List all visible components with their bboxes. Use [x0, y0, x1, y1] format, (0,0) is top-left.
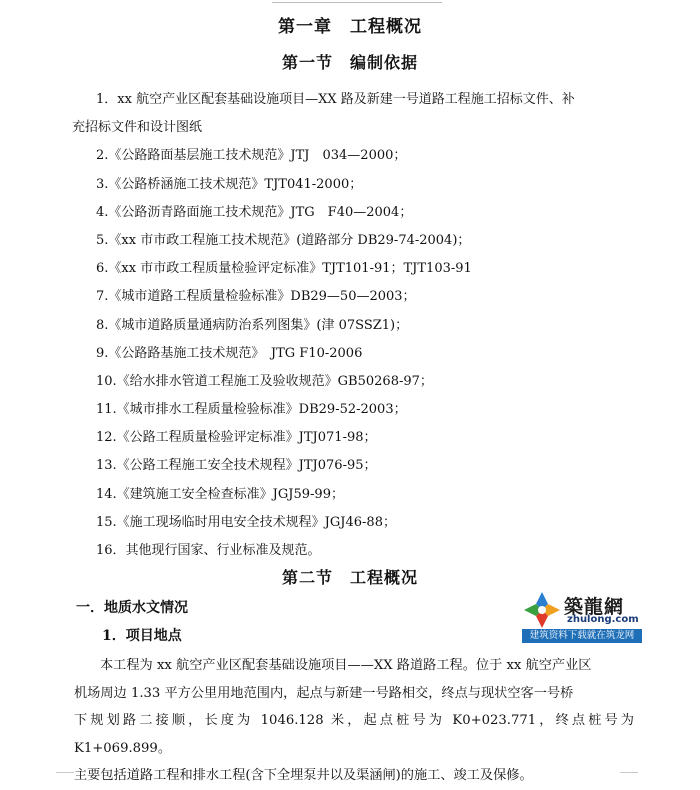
list-item-continuation: 充招标文件和设计图纸 [72, 120, 203, 136]
list-item: 5.《xx 市市政工程施工技术规范》(道路部分 DB29-74-2004)； [96, 232, 471, 248]
heading-geology-hydrology: 一．地质水文情况 [76, 600, 188, 616]
page-corner-mark [620, 772, 638, 783]
list-item: 10.《给水排水管道工程施工及验收规范》GB50268-97； [96, 373, 433, 389]
list-item: 12.《公路工程质量检验评定标准》JTJ071-98； [96, 430, 377, 446]
list-item: 3.《公路桥涵施工技术规范》TJT041-2000； [96, 176, 363, 192]
list-item: 1．xx 航空产业区配套基础设施项目—XX 路及新建一号道路工程施工招标文件、补 [96, 92, 575, 107]
paragraph-line: 本工程为 xx 航空产业区配套基础设施项目——XX 路道路工程。位于 xx 航空产业区 [100, 658, 592, 673]
paragraph-line: 主要包括道路工程和排水工程(含下全埋泵井以及渠涵闸)的施工、竣工及保修。 [74, 768, 533, 783]
list-item: 15.《施工现场临时用电安全技术规程》JGJ46-88； [96, 514, 396, 530]
heading-project-location: 1．项目地点 [102, 628, 182, 644]
logo-slogan: 建筑资料下载就在筑龙网 [522, 629, 642, 643]
list-item: 8.《城市道路质量通病防治系列图集》(津 07SSZ1)； [96, 317, 409, 333]
list-item: 6.《xx 市市政工程质量检验评定标准》TJT101-91；TJT103-91 [96, 261, 472, 277]
list-item: 4.《公路沥青路面施工技术规范》JTG F40—2004； [96, 204, 413, 220]
zhulong-watermark-logo [522, 588, 642, 646]
list-item: 11.《城市排水工程质量检验标准》DB29-52-2003； [96, 402, 407, 418]
list-item: 2.《公路路面基层施工技术规范》JTJ 034—2000； [96, 148, 407, 164]
zhulong-logo-icon [522, 590, 562, 630]
paragraph-line: 下规划路二接顺，长度为 1046.128 米，起点桩号为 K0+023.771，终点桩号为 K1+069.899。 [74, 713, 634, 756]
list-item: 16．其他现行国家、行业标准及规范。 [96, 543, 321, 558]
section-title-basis: 第一节 编制依据 [281, 53, 418, 72]
list-item: 9.《公路路基施工技术规范》 JTG F10-2006 [96, 345, 363, 361]
page-corner-mark [56, 772, 74, 783]
logo-domain: zhulong.com [567, 614, 639, 625]
paragraph-line: 机场周边 1.33 平方公里用地范围内，起点与新建一号路相交，终点与现状空客一号桥 [74, 685, 574, 701]
list-item: 13.《公路工程施工安全技术规程》JTJ076-95； [96, 458, 377, 474]
project-description-paragraph [74, 652, 634, 790]
cut-off-header [272, 0, 442, 3]
logo-name: 築龍網 [564, 596, 625, 618]
list-item: 7.《城市道路工程质量检验标准》DB29—50—2003； [96, 289, 416, 305]
section-title-overview: 第二节 工程概况 [281, 568, 418, 587]
basis-list [72, 86, 656, 565]
list-item: 14.《建筑施工安全检查标准》JGJ59-99； [96, 486, 344, 502]
chapter-title: 第一章 工程概况 [278, 17, 422, 37]
